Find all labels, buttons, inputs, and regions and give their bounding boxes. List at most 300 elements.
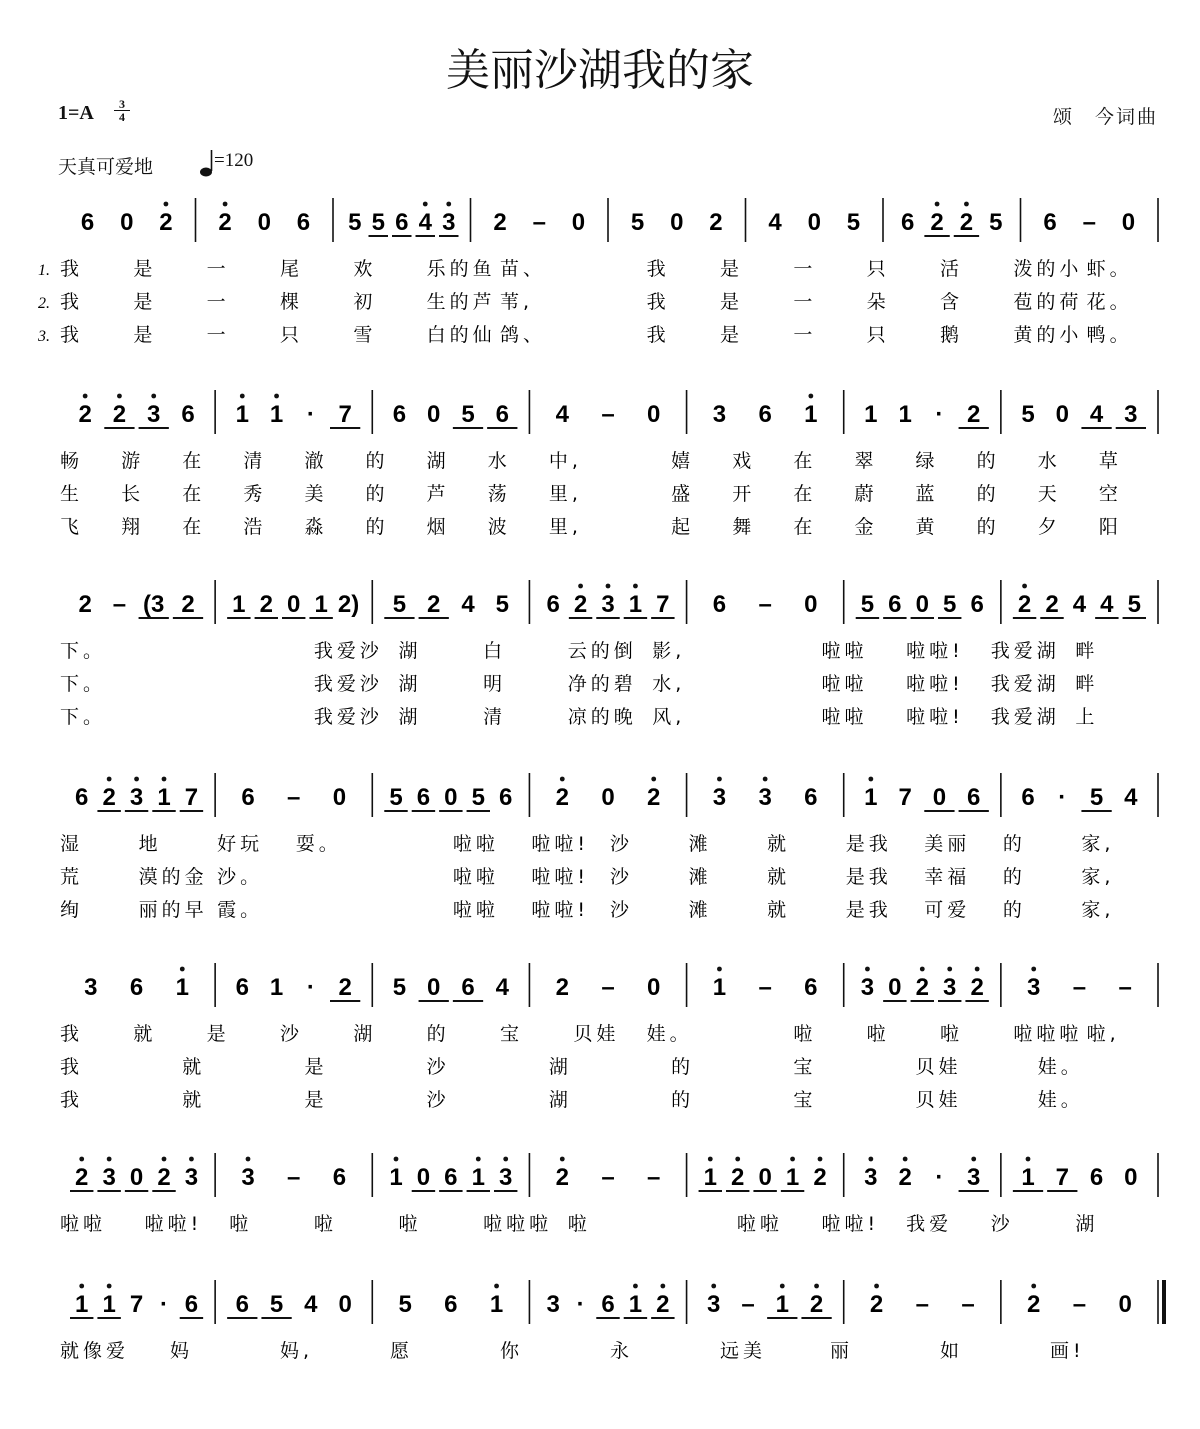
note-digit: 1 <box>235 401 249 428</box>
note-digit: 3 <box>601 591 615 618</box>
note-digit: 2 <box>813 1164 827 1191</box>
lyric-syllable: 地 <box>138 833 162 855</box>
note-digit: 2 <box>555 974 569 1001</box>
note-digit: 1 <box>703 1164 717 1191</box>
note-digit: 2 <box>1017 591 1032 618</box>
lyric-syllable: 啦 <box>793 1023 817 1045</box>
note-digit: 0 <box>427 401 441 428</box>
lyric-syllable: 贝娃 <box>915 1056 962 1078</box>
lyric-syllable: 欢 <box>353 258 377 280</box>
lyric-syllable: 啦啦! <box>531 899 590 921</box>
lyric-syllable: 鸭。 <box>1086 324 1133 346</box>
lyric-syllable: 飞 <box>60 516 84 538</box>
octave-dot <box>763 777 768 782</box>
lyric-syllable: 我 <box>60 291 84 313</box>
lyric-syllable: 只 <box>280 324 304 346</box>
octave-dot <box>578 584 583 589</box>
note-digit: 0 <box>332 784 347 811</box>
time-signature-top: 3 <box>114 98 130 111</box>
note-digit: 4 <box>1072 591 1087 618</box>
note-digit: 7 <box>338 401 352 428</box>
lyric-syllable: 在 <box>793 516 817 538</box>
note-digit: 6 <box>80 209 95 236</box>
lyric-syllable: 畔 <box>1075 640 1099 662</box>
lyric-syllable: 我爱沙 <box>313 673 383 695</box>
note-digit: 7 <box>1055 1164 1069 1191</box>
note-digit: 6 <box>495 401 509 428</box>
note-digit: 5 <box>392 591 407 618</box>
note-digit: – <box>601 401 615 428</box>
lyric-syllable: 啦 <box>567 1213 591 1235</box>
lyric-syllable: 浩 <box>243 516 267 538</box>
tempo-marking: 天真可爱地 <box>58 156 154 178</box>
note-digit: 6 <box>444 1164 458 1191</box>
lyric-syllable: 就像爱 <box>60 1340 130 1362</box>
lyric-syllable: 沙 <box>990 1213 1014 1235</box>
lyric-syllable: 滩 <box>688 899 712 921</box>
octave-dot <box>560 1157 565 1162</box>
note-digit: 4 <box>461 591 475 618</box>
lyric-syllable: 中, <box>548 450 582 472</box>
note-digit: 3 <box>499 1164 513 1191</box>
note-digit: – <box>647 1164 661 1191</box>
lyric-syllable: 草 <box>1098 450 1122 472</box>
lyric-syllable: 好玩 <box>217 833 264 855</box>
octave-dot <box>117 394 122 399</box>
octave-dot <box>134 777 139 782</box>
lyric-syllable: 沙。 <box>217 866 264 888</box>
note-digit: 2) <box>337 591 360 618</box>
note-digit: · <box>306 401 315 428</box>
note-digit: 0 <box>1055 401 1069 428</box>
note-digit: – <box>532 209 546 236</box>
lyric-syllable: 是 <box>304 1056 328 1078</box>
lyric-syllable: 我 <box>60 1089 84 1111</box>
lyric-syllable: 啦啦! <box>531 866 590 888</box>
note-digit: 1 <box>804 401 818 428</box>
octave-dot <box>708 1157 713 1162</box>
octave-dot <box>107 777 112 782</box>
note-digit: 6 <box>129 974 144 1001</box>
note-digit: · <box>576 1291 585 1318</box>
note-digit: 5 <box>860 591 875 618</box>
lyric-syllable: 啦啦 <box>821 706 868 728</box>
octave-dot <box>633 1284 638 1289</box>
octave-dot <box>164 202 169 207</box>
note-digit: 3 <box>1027 974 1041 1001</box>
lyric-syllable: 在 <box>793 450 817 472</box>
note-digit: 0 <box>338 1291 352 1318</box>
note-digit: 5 <box>371 209 385 236</box>
note-digit: 5 <box>348 209 362 236</box>
lyric-syllable: 盛 <box>671 483 695 505</box>
note-digit: 6 <box>235 1291 249 1318</box>
note-digit: 6 <box>395 209 409 236</box>
music-system <box>60 773 1158 921</box>
lyric-syllable: 尾 <box>280 258 304 280</box>
octave-dot <box>83 394 88 399</box>
note-digit: 2 <box>809 1291 824 1318</box>
octave-dot <box>964 202 969 207</box>
lyric-syllable: 天 <box>1037 483 1061 505</box>
note-digit: 1 <box>75 1291 89 1318</box>
lyric-syllable: 啦啦! <box>144 1213 203 1235</box>
note-digit: 5 <box>1021 401 1035 428</box>
octave-dot <box>711 1284 716 1289</box>
octave-dot <box>79 1284 84 1289</box>
note-digit: 2 <box>731 1164 745 1191</box>
octave-dot <box>162 777 167 782</box>
note-digit: 5 <box>846 209 861 236</box>
lyric-syllable: 我 <box>60 1023 84 1045</box>
octave-dot <box>606 584 611 589</box>
lyric-syllable: 水 <box>487 450 511 472</box>
note-digit: 3 <box>442 209 456 236</box>
note-digit: 5 <box>392 974 407 1001</box>
note-digit: 2 <box>573 591 588 618</box>
note-digit: 2 <box>898 1164 912 1191</box>
lyric-syllable: 湖 <box>398 673 422 695</box>
lyric-syllable: 沙 <box>610 899 634 921</box>
lyric-syllable: 绚 <box>60 899 84 921</box>
lyric-syllable: 长 <box>121 483 145 505</box>
note-digit: 6 <box>546 591 560 618</box>
note-digit: 6 <box>967 784 981 811</box>
octave-dot <box>107 1284 112 1289</box>
lyric-syllable: 一 <box>206 291 230 313</box>
lyric-syllable: 贝娃 <box>573 1023 620 1045</box>
note-digit: 6 <box>241 784 255 811</box>
note-digit: 5 <box>630 209 645 236</box>
lyric-syllable: 家, <box>1081 866 1115 888</box>
note-digit: 5 <box>1127 591 1141 618</box>
note-digit: 6 <box>181 401 195 428</box>
verse-number: 3. <box>38 328 50 345</box>
lyric-syllable: 我爱 <box>906 1213 953 1235</box>
lyric-syllable: 一 <box>793 258 817 280</box>
note-digit: 2 <box>112 401 127 428</box>
lyric-syllable: 啦啦 <box>60 1213 107 1235</box>
octave-dot <box>780 1284 785 1289</box>
lyric-syllable: 雪 <box>353 324 377 346</box>
lyric-syllable: 美丽 <box>924 833 971 855</box>
octave-dot <box>180 967 185 972</box>
lyric-syllable: 啦啦 <box>452 833 499 855</box>
octave-dot <box>240 394 245 399</box>
note-digit: 0 <box>670 209 684 236</box>
note-digit: 6 <box>444 1291 458 1318</box>
lyric-syllable: 贝娃 <box>915 1089 962 1111</box>
lyric-syllable: 娃。 <box>1037 1089 1084 1111</box>
octave-dot <box>494 1284 499 1289</box>
lyric-syllable: 就 <box>767 866 791 888</box>
note-digit: – <box>758 974 772 1001</box>
octave-dot <box>947 967 952 972</box>
lyric-syllable: 沙 <box>280 1023 304 1045</box>
lyric-syllable: 我 <box>60 258 84 280</box>
octave-dot <box>223 202 228 207</box>
lyric-syllable: 净的碧 <box>567 673 637 695</box>
octave-dot <box>151 394 156 399</box>
lyric-syllable: 湖 <box>398 640 422 662</box>
lyric-syllable: 湖 <box>398 706 422 728</box>
lyric-syllable: 一 <box>793 291 817 313</box>
octave-dot <box>1026 1157 1031 1162</box>
lyric-syllable: 是我 <box>845 833 892 855</box>
lyric-syllable: 是我 <box>845 866 892 888</box>
lyric-syllable: 丽 <box>830 1340 854 1362</box>
note-digit: 3 <box>147 401 161 428</box>
octave-dot <box>446 202 451 207</box>
note-digit: 6 <box>901 209 915 236</box>
note-digit: 2 <box>647 784 661 811</box>
note-digit: 5 <box>495 591 509 618</box>
lyric-syllable: 滩 <box>688 833 712 855</box>
lyric-syllable: 啦啦 <box>821 640 868 662</box>
lyric-syllable: 我 <box>646 258 670 280</box>
lyric-syllable: 的 <box>976 483 1000 505</box>
key-signature: 1=A <box>58 102 94 124</box>
lyric-syllable: 荡 <box>487 483 511 505</box>
note-digit: – <box>287 784 301 811</box>
lyric-syllable: 苗、 <box>500 258 547 280</box>
lyric-syllable: 沙 <box>426 1056 450 1078</box>
lyric-syllable: 啦啦啦 <box>483 1213 553 1235</box>
lyric-syllable: 芦 <box>426 483 450 505</box>
lyric-syllable: 霞。 <box>217 899 264 921</box>
lyric-syllable: 啦啦! <box>906 640 964 662</box>
note-digit: 1 <box>864 401 878 428</box>
note-digit: 0 <box>601 784 615 811</box>
lyric-syllable: 啦啦! <box>531 833 590 855</box>
note-digit: – <box>961 1291 975 1318</box>
note-digit: 0 <box>120 209 134 236</box>
note-digit: 0 <box>932 784 947 811</box>
note-digit: 0 <box>427 974 441 1001</box>
music-system <box>60 390 1158 538</box>
note-digit: 2 <box>159 209 173 236</box>
lyric-syllable: 的 <box>365 483 389 505</box>
note-digit: · <box>935 401 944 428</box>
lyric-syllable: 空 <box>1098 483 1122 505</box>
note-digit: 3 <box>967 1164 981 1191</box>
note-digit: 0 <box>1121 209 1136 236</box>
note-digit: 6 <box>235 974 249 1001</box>
lyric-syllable: 啦 <box>313 1213 337 1235</box>
lyric-syllable: 阳 <box>1098 516 1122 538</box>
note-digit: 1 <box>269 401 284 428</box>
octave-dot <box>920 967 925 972</box>
lyric-syllable: 清 <box>483 706 507 728</box>
octave-dot <box>975 967 980 972</box>
note-digit: 4 <box>304 1291 318 1318</box>
lyric-syllable: 湖 <box>426 450 450 472</box>
lyric-syllable: 美 <box>304 483 328 505</box>
note-digit: 2 <box>75 1164 89 1191</box>
music-system <box>60 1153 1158 1235</box>
note-digit: 1 <box>489 1291 504 1318</box>
lyric-syllable: 我 <box>60 1056 84 1078</box>
song-title: 美丽沙湖我的家 <box>446 45 754 96</box>
note-digit: 6 <box>296 209 311 236</box>
lyric-syllable: 啦 <box>398 1213 422 1235</box>
lyric-syllable: 荒 <box>60 866 84 888</box>
lyric-syllable: 啦啦啦 <box>1013 1023 1083 1045</box>
lyric-syllable: 白的仙 <box>426 324 496 346</box>
note-digit: 1 <box>157 784 171 811</box>
lyric-syllable: 就 <box>767 833 791 855</box>
note-digit: 6 <box>184 1291 199 1318</box>
note-digit: 2 <box>181 591 195 618</box>
lyric-syllable: 金 <box>854 516 878 538</box>
note-digit: 3 <box>712 784 727 811</box>
lyric-syllable: 远美 <box>720 1340 767 1362</box>
lyric-syllable: 嬉 <box>671 450 695 472</box>
note-digit: 3 <box>707 1291 721 1318</box>
lyric-syllable: 花。 <box>1086 291 1133 313</box>
note-digit: 3 <box>241 1164 255 1191</box>
lyric-syllable: 黄 <box>915 516 939 538</box>
note-digit: 2 <box>338 974 352 1001</box>
note-digit: – <box>1118 974 1132 1001</box>
note-digit: 0 <box>807 209 821 236</box>
note-digit: 2 <box>1045 591 1059 618</box>
lyric-syllable: 的 <box>976 450 1000 472</box>
lyric-syllable: 我 <box>646 324 670 346</box>
note-digit: 4 <box>1100 591 1114 618</box>
note-digit: 2 <box>930 209 944 236</box>
lyric-syllable: 是 <box>720 258 744 280</box>
lyric-syllable: 苇, <box>500 291 534 313</box>
octave-dot <box>971 1157 976 1162</box>
lyric-syllable: 我爱湖 <box>990 640 1060 662</box>
note-digit: 6 <box>804 974 818 1001</box>
lyric-syllable: 影, <box>652 640 686 662</box>
lyric-syllable: 的 <box>1002 899 1026 921</box>
note-digit: 2 <box>555 784 569 811</box>
note-digit: 4 <box>495 974 509 1001</box>
lyric-syllable: 的 <box>426 1023 450 1045</box>
lyric-syllable: 啦啦 <box>821 673 868 695</box>
note-digit: – <box>758 591 772 618</box>
lyric-syllable: 下。 <box>60 706 107 728</box>
lyric-syllable: 生 <box>60 483 84 505</box>
note-digit: 6 <box>601 1291 615 1318</box>
music-system <box>37 198 1158 346</box>
octave-dot <box>735 1157 740 1162</box>
lyric-syllable: 可爱 <box>924 899 971 921</box>
lyric-syllable: 虾。 <box>1086 258 1133 280</box>
octave-dot <box>660 1284 665 1289</box>
lyric-syllable: 淼 <box>304 516 328 538</box>
note-digit: 6 <box>332 1164 347 1191</box>
lyric-syllable: 就 <box>133 1023 157 1045</box>
lyric-syllable: 是 <box>206 1023 230 1045</box>
lyric-syllable: 滩 <box>688 866 712 888</box>
lyric-syllable: 的 <box>1002 866 1026 888</box>
note-digit: 2 <box>967 401 981 428</box>
lyric-syllable: 是 <box>720 291 744 313</box>
note-digit: – <box>601 974 615 1001</box>
lyric-syllable: 娃。 <box>646 1023 693 1045</box>
octave-dot <box>903 1157 908 1162</box>
note-digit: 1 <box>785 1164 800 1191</box>
octave-dot <box>868 1157 873 1162</box>
note-digit: 0 <box>758 1164 772 1191</box>
lyric-syllable: 你 <box>500 1340 524 1362</box>
lyric-syllable: 黄的小 <box>1013 324 1083 346</box>
lyric-syllable: 漠的金 <box>138 866 208 888</box>
lyric-syllable: 丽的早 <box>138 899 208 921</box>
note-digit: 2 <box>959 209 974 236</box>
note-digit: 7 <box>129 1291 144 1318</box>
octave-dot <box>868 777 873 782</box>
tempo-bpm: =120 <box>214 150 254 171</box>
octave-dot <box>865 967 870 972</box>
lyric-syllable: 在 <box>793 483 817 505</box>
lyric-syllable: 畅 <box>60 450 84 472</box>
note-digit: – <box>741 1291 755 1318</box>
note-digit: 0 <box>1124 1164 1138 1191</box>
note-digit: 0 <box>257 209 271 236</box>
note-digit: 2 <box>555 1164 569 1191</box>
lyric-syllable: 啦啦 <box>736 1213 783 1235</box>
lyric-syllable: 湖 <box>548 1056 572 1078</box>
note-digit: – <box>601 1164 615 1191</box>
lyric-syllable: 只 <box>866 324 890 346</box>
note-digit: 3 <box>84 974 98 1001</box>
lyric-syllable: 下。 <box>60 640 107 662</box>
lyric-syllable: 宝 <box>793 1056 817 1078</box>
note-digit: 7 <box>656 591 670 618</box>
lyric-syllable: 沙 <box>610 833 634 855</box>
lyric-syllable: 游 <box>121 450 145 472</box>
lyric-syllable: 我爱湖 <box>990 673 1060 695</box>
note-digit: 0 <box>571 209 586 236</box>
lyric-syllable: 我爱湖 <box>990 706 1060 728</box>
lyric-syllable: 一 <box>206 324 230 346</box>
lyric-syllable: 啦啦! <box>821 1213 880 1235</box>
lyric-syllable: 一 <box>206 258 230 280</box>
note-digit: 2 <box>218 209 232 236</box>
note-digit: 6 <box>392 401 407 428</box>
lyric-syllable: 啦啦 <box>452 866 499 888</box>
lyric-syllable: 啦啦! <box>906 706 964 728</box>
lyric-syllable: 凉的晚 <box>567 706 637 728</box>
lyric-syllable: 云的倒 <box>567 640 637 662</box>
note-digit: 6 <box>804 784 818 811</box>
lyric-syllable: 啦 <box>940 1023 964 1045</box>
lyric-syllable: 画! <box>1050 1340 1085 1362</box>
note-digit: 3 <box>860 974 875 1001</box>
lyric-syllable: 畔 <box>1075 673 1099 695</box>
lyric-syllable: 水 <box>1037 450 1061 472</box>
lyric-syllable: 里, <box>548 483 582 505</box>
note-digit: 0 <box>416 1164 431 1191</box>
note-digit: 1 <box>232 591 246 618</box>
lyric-syllable: 我爱沙 <box>313 640 383 662</box>
note-digit: 6 <box>888 591 902 618</box>
lyric-syllable: 苞的荷 <box>1013 291 1083 313</box>
lyric-syllable: 清 <box>243 450 267 472</box>
octave-dot <box>162 1157 167 1162</box>
note-digit: 6 <box>499 784 513 811</box>
lyric-syllable: 含 <box>940 291 964 313</box>
lyric-syllable: 家, <box>1081 899 1115 921</box>
note-digit: 5 <box>1089 784 1104 811</box>
octave-dot <box>476 1157 481 1162</box>
note-digit: 6 <box>758 401 772 428</box>
